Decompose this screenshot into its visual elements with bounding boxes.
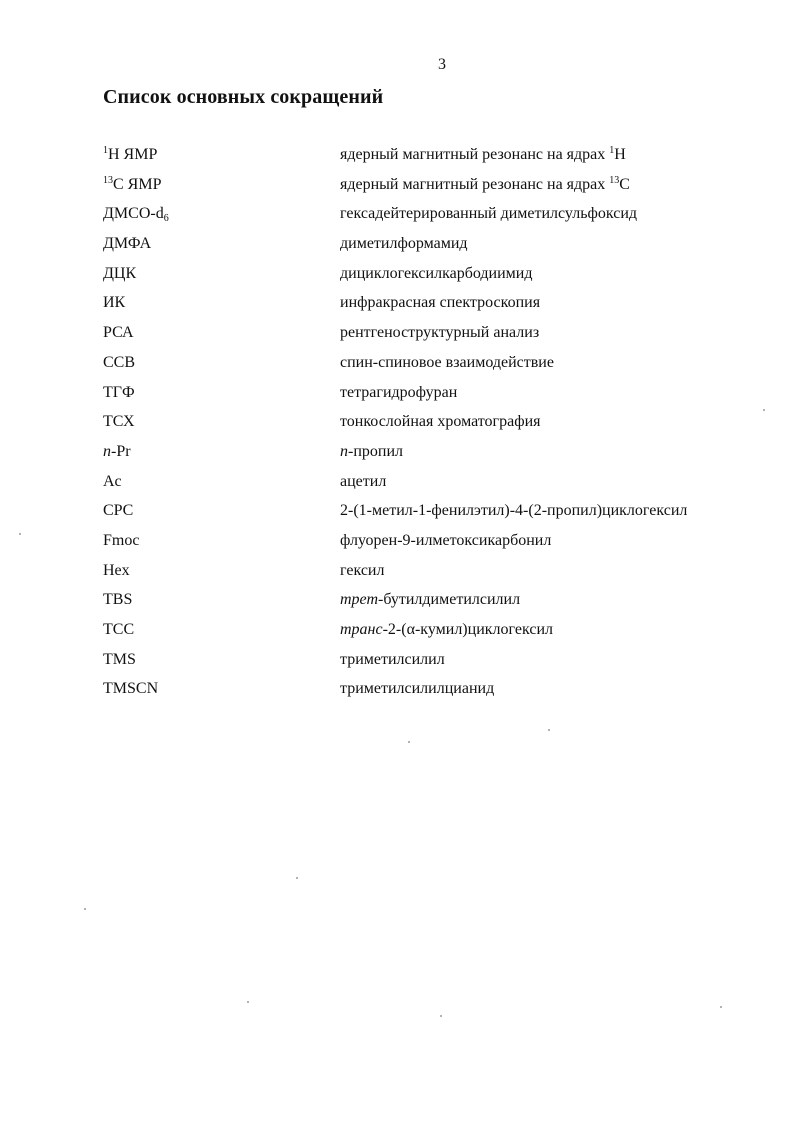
definition-def: дициклогексилкарбодиимид	[340, 264, 533, 282]
abbreviation-row	[0, 648, 796, 678]
definition-def: спин-спиновое взаимодействие	[340, 353, 554, 371]
abbreviation-row	[0, 321, 796, 351]
abbreviation-term	[103, 677, 158, 701]
scan-speck	[763, 409, 765, 411]
abbreviation-term: TMSCN	[103, 680, 159, 698]
abbreviation-term: TCC	[103, 621, 135, 638]
abbreviation-term	[103, 143, 157, 167]
abbreviation-term: ДМСО-d	[103, 205, 164, 223]
definition-def-sup: 13	[609, 174, 620, 186]
abbreviation-term	[103, 499, 133, 523]
definition-def: диметилформамид	[340, 235, 468, 253]
abbreviation-term: ТСХ	[103, 413, 135, 431]
definition-def: -пропил	[348, 442, 403, 460]
abbreviation-term	[103, 262, 136, 286]
definition-def: флуорен-9-илметоксикарбонил	[340, 531, 552, 549]
abbreviation-term	[103, 410, 135, 434]
abbreviation-term	[103, 648, 136, 672]
abbreviation-definition	[340, 499, 687, 523]
abbreviation-row	[0, 499, 796, 529]
definition-def-italic: транс	[340, 621, 383, 638]
abbreviation-term	[103, 202, 169, 226]
abbreviation-term: ДМФА	[103, 235, 152, 253]
abbreviation-list	[0, 143, 796, 707]
definition-def-italic: n	[340, 442, 348, 460]
abbreviation-row	[0, 470, 796, 500]
abbreviation-definition	[340, 321, 539, 345]
definition-def-post: C	[619, 175, 630, 193]
scan-speck	[19, 533, 21, 535]
abbreviation-term	[103, 559, 130, 583]
abbreviation-term-italic: n	[103, 442, 111, 460]
abbreviation-term: ТГФ	[103, 383, 135, 401]
abbreviation-definition	[340, 291, 540, 315]
abbreviation-definition	[340, 232, 468, 256]
definition-def: тонкослойная хроматография	[340, 413, 541, 431]
abbreviation-row	[0, 202, 796, 232]
abbreviation-definition	[340, 677, 494, 701]
definition-def: ацетил	[340, 472, 387, 490]
abbreviation-row	[0, 381, 796, 411]
abbreviation-term: C ЯМР	[113, 175, 162, 193]
abbreviation-term: ДЦК	[103, 264, 137, 282]
abbreviation-row	[0, 559, 796, 589]
definition-def: инфракрасная спектроскопия	[340, 294, 541, 312]
abbreviation-definition	[340, 470, 386, 494]
abbreviation-row	[0, 618, 796, 648]
abbreviation-term: Ac	[103, 472, 122, 490]
definition-def: гексил	[340, 561, 385, 579]
abbreviation-definition	[340, 202, 637, 226]
abbreviation-row	[0, 677, 796, 707]
definition-def: тетрагидрофуран	[340, 383, 458, 401]
abbreviation-term	[103, 173, 161, 197]
abbreviation-term-sup: 13	[103, 174, 113, 186]
definition-def: триметилсилил	[340, 650, 445, 668]
abbreviation-definition	[340, 440, 403, 464]
abbreviation-term: Fmoc	[103, 531, 140, 549]
abbreviation-term: H ЯМР	[108, 146, 158, 163]
abbreviation-row	[0, 351, 796, 381]
abbreviation-definition	[340, 173, 630, 197]
scan-speck	[247, 1001, 249, 1003]
abbreviation-term: ССВ	[103, 353, 136, 371]
page-title: Список основных сокращений	[103, 86, 384, 108]
abbreviation-definition	[340, 381, 457, 405]
abbreviation-term: CPC	[103, 502, 134, 520]
abbreviation-term-sub: 6	[163, 213, 169, 225]
abbreviation-term	[103, 381, 135, 405]
page-number: 3	[438, 56, 446, 73]
scan-speck	[296, 877, 298, 879]
abbreviation-definition	[340, 648, 445, 672]
abbreviation-term	[103, 440, 131, 464]
abbreviation-term	[103, 529, 139, 553]
abbreviation-definition	[340, 262, 532, 286]
abbreviation-row	[0, 143, 796, 173]
definition-def: ядерный магнитный резонанс на ядрах	[340, 175, 610, 193]
abbreviation-row	[0, 291, 796, 321]
abbreviation-definition	[340, 618, 553, 642]
abbreviation-term: ИК	[103, 294, 126, 312]
abbreviation-term	[103, 321, 134, 345]
abbreviation-row	[0, 588, 796, 618]
abbreviation-term: TMS	[103, 650, 136, 668]
abbreviation-definition	[340, 410, 541, 434]
abbreviation-definition	[340, 143, 626, 167]
abbreviation-term	[103, 232, 151, 256]
definition-def: 2-(1-метил-1-фенилэтил)-4-(2-пропил)циклогексил	[340, 502, 688, 520]
scan-speck	[84, 908, 86, 910]
definition-def: ядерный магнитный резонанс на ядрах	[340, 146, 610, 163]
abbreviation-term	[103, 351, 135, 375]
abbreviation-definition	[340, 588, 520, 612]
definition-def: гексадейтерированный диметилсульфоксид	[340, 205, 638, 223]
abbreviation-term: -Pr	[111, 442, 131, 460]
abbreviation-row	[0, 410, 796, 440]
abbreviation-term	[103, 470, 122, 494]
abbreviation-row	[0, 529, 796, 559]
abbreviation-row	[0, 173, 796, 203]
scan-speck	[408, 741, 410, 743]
abbreviation-term	[103, 588, 132, 612]
definition-def: -2-(α-кумил)циклогексил	[382, 621, 553, 638]
abbreviation-term: РСА	[103, 324, 134, 342]
scan-speck	[720, 1006, 722, 1008]
definition-def: рентгеноструктурный анализ	[340, 324, 540, 342]
definition-def-post: H	[614, 146, 626, 163]
abbreviation-row	[0, 440, 796, 470]
definition-def: -бутилдиметилсилил	[378, 591, 521, 609]
definition-def-italic: трет	[340, 591, 378, 609]
definition-def-sup: 1	[609, 145, 615, 156]
abbreviation-definition	[340, 559, 384, 583]
abbreviation-term-sup: 1	[103, 145, 108, 156]
scan-speck	[548, 729, 550, 731]
abbreviation-definition	[340, 529, 551, 553]
abbreviation-term: Hex	[103, 561, 130, 579]
abbreviation-term	[103, 618, 134, 642]
definition-def: триметилсилилцианид	[340, 680, 495, 698]
abbreviation-row	[0, 262, 796, 292]
abbreviation-term: TBS	[103, 591, 133, 609]
abbreviation-term	[103, 291, 125, 315]
abbreviation-definition	[340, 351, 554, 375]
abbreviation-row	[0, 232, 796, 262]
scan-speck	[440, 1015, 442, 1017]
